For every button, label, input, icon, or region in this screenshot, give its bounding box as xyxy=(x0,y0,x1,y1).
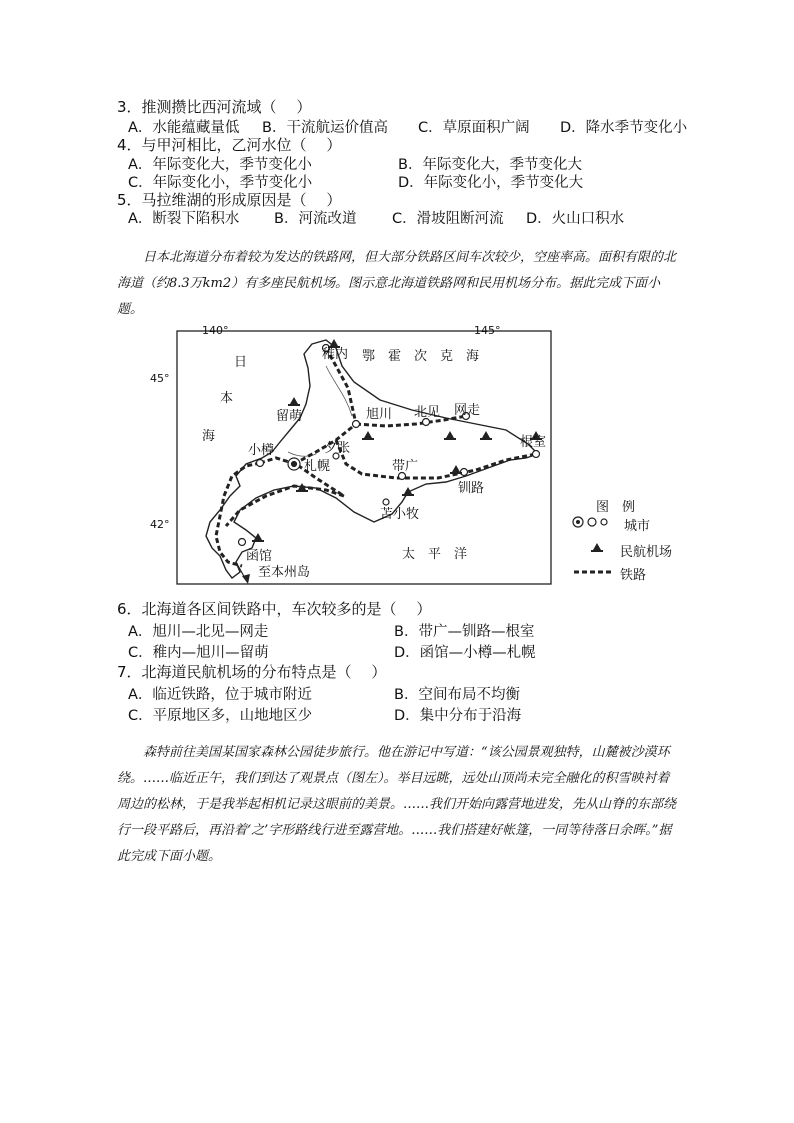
hokkaido-map xyxy=(150,324,552,586)
city-label-otaru: 小樽 xyxy=(248,443,275,458)
city-label-tomakomai: 苫小牧 xyxy=(380,507,420,522)
city-label-kitami: 北见 xyxy=(414,405,441,420)
city-label-rumoi: 留萌 xyxy=(276,409,303,424)
city-label-abashiri: 网走 xyxy=(454,403,481,418)
legend-airport-label: 民航机场 xyxy=(620,545,673,560)
lat-label-45: 45° xyxy=(150,372,170,385)
airport-icon xyxy=(591,543,603,552)
sea-label-pacific: 太 平 洋 xyxy=(402,547,468,562)
q6-option-d: D．函馆—小樽—札幌 xyxy=(394,645,536,661)
q4-option-a: A．年际变化大，季节变化小 xyxy=(128,157,312,173)
city-label-yubari: 夕张 xyxy=(324,441,351,456)
city-marker-hakodate xyxy=(239,539,246,546)
question-6: 6．北海道各区间铁路中，车次较多的是（ ） xyxy=(117,600,432,618)
q5-option-c: C．滑坡阻断河流 xyxy=(392,211,504,227)
q6-option-a: A．旭川—北见—网走 xyxy=(128,624,269,640)
city-label-asahikawa: 旭川 xyxy=(366,407,393,422)
passage-forest-park: 森特前往美国某国家森林公园徒步旅行。他在游记中写道：“该公园景观独特，山麓被沙漠环绕。……临近正午，我们到达了观景点（图左）。举目远眺，远处山顶尚未完全融化的积雪映衬着周边的松林，于是我举起相机记录这眼前的美景。……我们开始向露营地进发，先从山脊的东部绕行一段平路后，再沿着‘之’字形路线行进至露营地。……我们搭建好帐篷，一同等待落日余晖。”据此完成下面小题。 xyxy=(117,745,677,864)
q7-option-d: D．集中分布于沿海 xyxy=(394,708,522,724)
q4-option-d: D．年际变化小，季节变化大 xyxy=(398,175,584,191)
city-marker-nemuro xyxy=(533,451,540,458)
q5-option-d: D．火山口积水 xyxy=(526,211,625,227)
legend-railway-label: 铁路 xyxy=(620,568,647,583)
city-label-hakodate: 函馆 xyxy=(246,549,273,564)
lon-label-140: 140° xyxy=(202,324,229,337)
q4-option-c: C．年际变化小，季节变化小 xyxy=(128,175,313,191)
q6-option-b: B．带广—钏路—根室 xyxy=(394,624,535,640)
q7-option-a: A．临近铁路，位于城市附近 xyxy=(128,687,312,703)
question-7: 7．北海道民航机场的分布特点是（ ） xyxy=(117,663,387,681)
city-label-wakkanai: 稚内 xyxy=(322,347,349,362)
lat-label-42: 42° xyxy=(150,518,170,531)
q3-option-c: C．草原面积广阔 xyxy=(418,120,530,136)
city-label-nemuro: 根室 xyxy=(520,435,547,450)
q7-option-b: B．空间布局不均衡 xyxy=(394,687,520,703)
q5-option-b: B．河流改道 xyxy=(274,211,357,227)
city-label-kushiro: 钏路 xyxy=(458,481,485,496)
city-label-obihiro: 带广 xyxy=(392,459,419,474)
city-label-sapporo: 札幌 xyxy=(304,459,331,474)
city-marker-asahikawa xyxy=(353,421,360,428)
question-5: 5．马拉维湖的形成原因是（ ） xyxy=(117,191,342,209)
city-marker-tomakomai xyxy=(383,499,389,505)
q5-option-a: A．断裂下陷积水 xyxy=(128,211,240,227)
q3-option-b: B．干流航运价值高 xyxy=(262,120,388,136)
legend-city-small-icon xyxy=(601,519,607,525)
sea-label-japan-3: 海 xyxy=(202,429,216,444)
legend-city-icon xyxy=(588,518,596,526)
q6-option-c: C．稚内—旭川—留萌 xyxy=(128,645,269,661)
q4-option-b: B．年际变化大，季节变化大 xyxy=(398,157,582,173)
legend-title: 图 例 xyxy=(596,500,636,515)
question-4: 4．与甲河相比，乙河水位（ ） xyxy=(117,136,342,154)
sea-label-japan-1: 日 xyxy=(234,355,248,370)
lon-label-145: 145° xyxy=(474,324,501,337)
question-3: 3．推测攒比西河流域（ ） xyxy=(117,98,312,116)
sea-label-japan-2: 本 xyxy=(220,391,234,406)
q7-option-c: C．平原地区多，山地地区少 xyxy=(128,708,313,724)
legend-symbols xyxy=(570,512,620,582)
legend-city-label: 城市 xyxy=(624,519,651,534)
city-marker-sapporo-dot xyxy=(292,462,297,467)
city-marker-otaru xyxy=(257,460,264,467)
passage-hokkaido: 日本北海道分布着较为发达的铁路网，但大部分铁路区间车次较少，空座率高。面积有限的北海道（约8.3万km2）有多座民航机场。图示意北海道铁路网和民用机场分布。据此完成下面小题。 xyxy=(117,250,677,317)
map-note-to-honshu: 至本州岛 xyxy=(258,565,311,580)
q3-option-d: D．降水季节变化小 xyxy=(560,120,688,136)
q3-option-a: A．水能蕴藏量低 xyxy=(128,120,240,136)
sea-label-okhotsk: 鄂 霍 次 克 海 xyxy=(362,349,480,364)
